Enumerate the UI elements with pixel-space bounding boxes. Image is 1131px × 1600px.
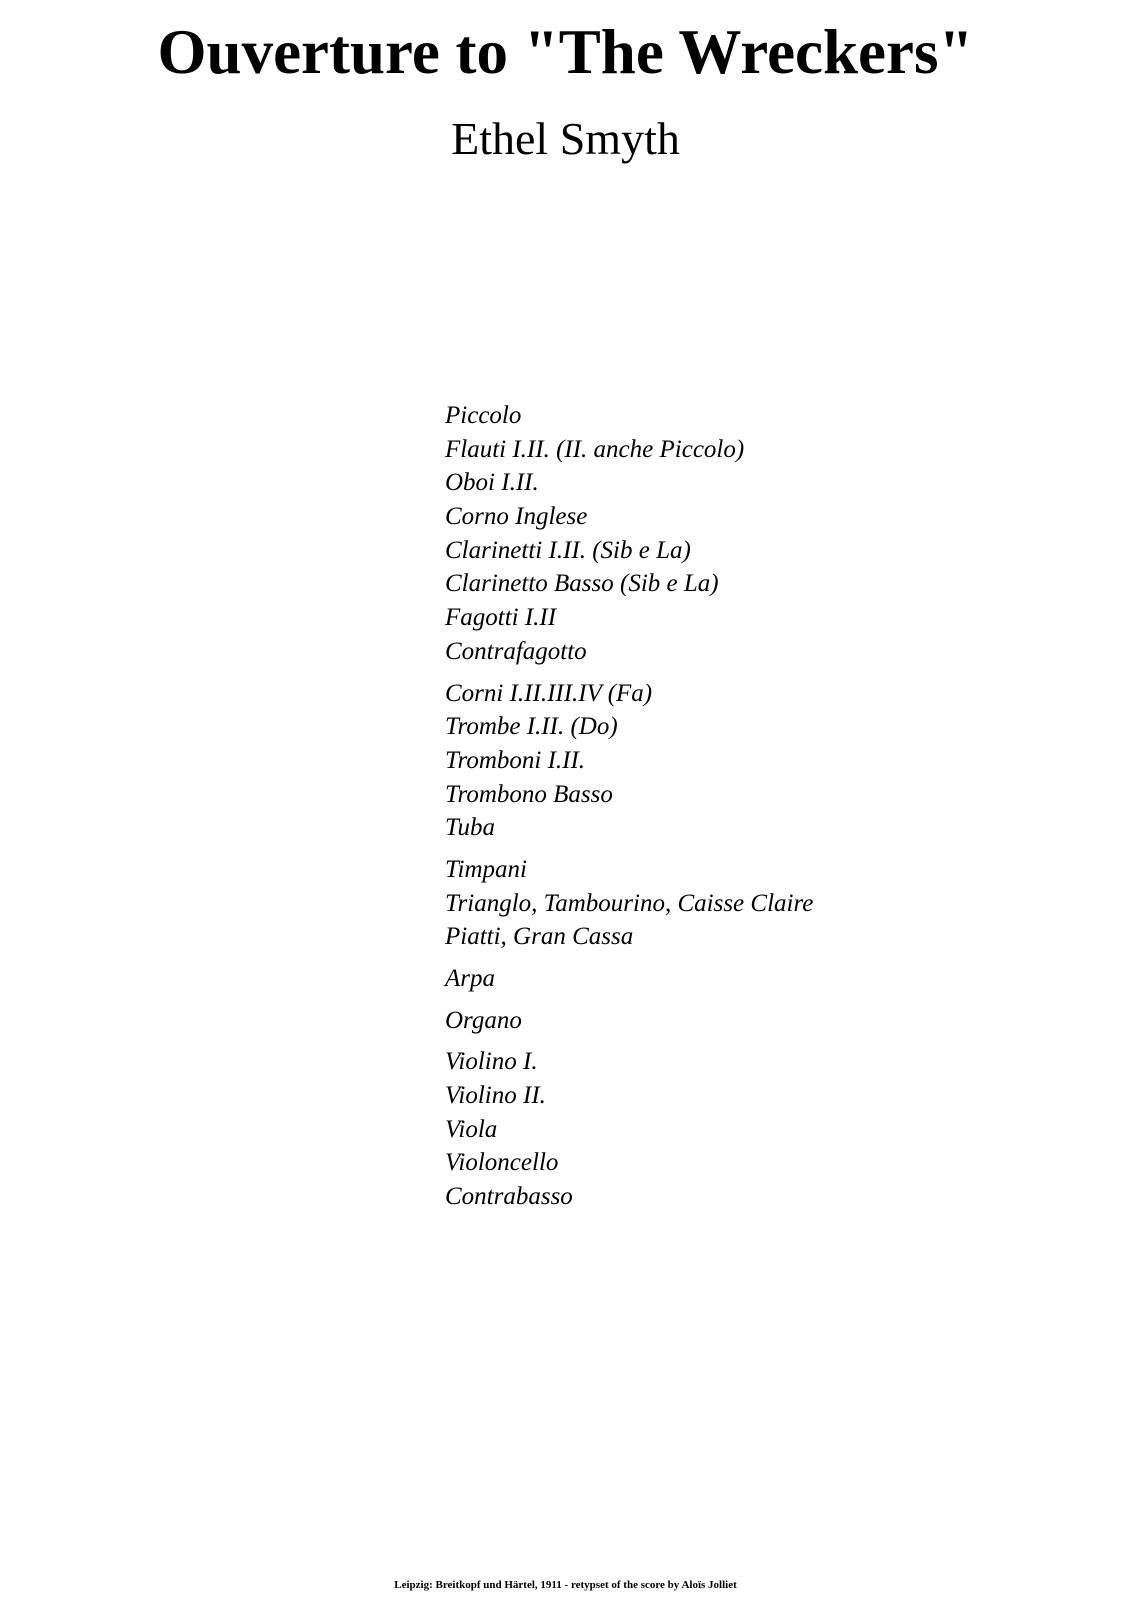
- instrument-item: Piccolo: [445, 402, 522, 429]
- strings-group: [445, 1045, 813, 1213]
- instrument-item: Corno Inglese: [445, 503, 588, 531]
- publisher-footer: Leipzig: Breitkopf und Härtel, 1911 - retypset of the score by Aloïs Jolliet: [394, 1579, 737, 1591]
- instrument-item: Arpa: [445, 965, 495, 992]
- instrument-item: Fagotti I.II: [445, 604, 557, 632]
- instrument-item: Contrafagotto: [445, 637, 587, 665]
- instrument-item: Timpani: [445, 855, 527, 883]
- instrument-item: Trianglo, Tambourino, Caisse Claire: [445, 889, 814, 917]
- woodwinds-group: [445, 399, 813, 669]
- instrument-item: Corni I.II.III.IV (Fa): [445, 679, 653, 707]
- instrument-item: Clarinetti I.II. (Sib e La): [445, 536, 691, 564]
- percussion-group: [445, 853, 813, 954]
- instrument-item: Contrabasso: [445, 1183, 573, 1211]
- instrument-item: Tuba: [445, 814, 496, 842]
- instrument-item: Violoncello: [445, 1149, 559, 1177]
- composer-name: Ethel Smyth: [451, 113, 680, 164]
- organ-group: [445, 1004, 813, 1038]
- instrument-item: Clarinetto Basso (Sib e La): [445, 570, 719, 598]
- instrument-item: Trombono Basso: [445, 780, 613, 808]
- instrumentation-list: [445, 399, 813, 1222]
- instrument-item: Trombe I.II. (Do): [445, 713, 618, 741]
- instrument-item: Organo: [445, 1006, 522, 1034]
- score-title: Ouverture to "The Wreckers": [157, 17, 974, 87]
- harp-group: [445, 962, 813, 996]
- instrument-item: Flauti I.II. (II. anche Piccolo): [445, 435, 745, 463]
- instrument-item: Piatti, Gran Cassa: [445, 923, 634, 951]
- brass-group: [445, 677, 813, 845]
- instrument-item: Viola: [445, 1115, 498, 1143]
- instrument-item: Tromboni I.II.: [445, 746, 586, 774]
- instrument-item: Violino I.: [445, 1048, 538, 1076]
- instrument-item: Oboi I.II.: [445, 469, 539, 497]
- instrument-item: Violino II.: [445, 1082, 546, 1110]
